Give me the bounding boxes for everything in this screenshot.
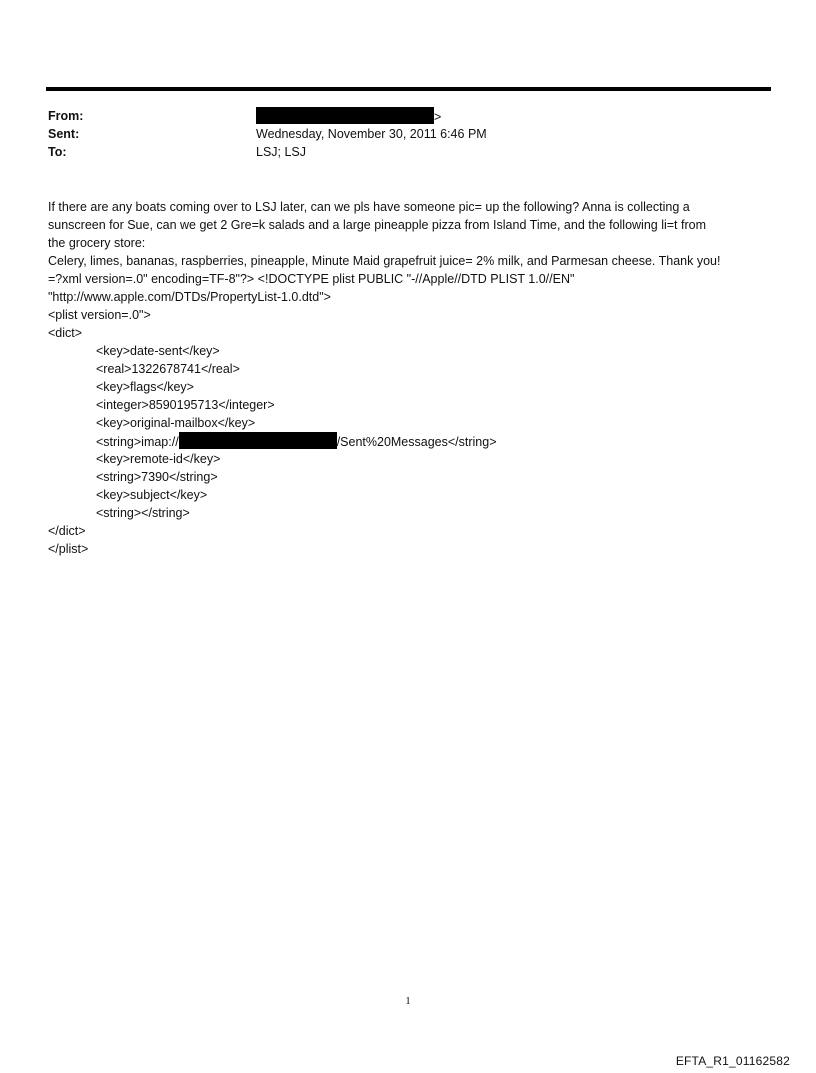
dict-line: <key>flags</key>	[96, 380, 194, 394]
from-value	[256, 107, 441, 126]
dict-line: <key>original-mailbox</key>	[96, 416, 256, 430]
body-line: If there are any boats coming over to LSJ later, can we pls have someone pic= up the following? Anna is collecting a	[48, 200, 690, 214]
imap-line	[48, 432, 776, 450]
body-line: =?xml version=.0" encoding=TF-8"?> <!DOCTYPE plist PUBLIC "-//Apple//DTD PLIST 1.0//EN"	[48, 272, 575, 286]
body-line: Celery, limes, bananas, raspberries, pineapple, Minute Maid grapefruit juice= 2% milk, and Parmesan cheese. Thank you!	[48, 254, 721, 268]
imap-prefix: <string>imap://	[96, 435, 179, 449]
redaction-bar	[256, 107, 434, 124]
body-line: "http://www.apple.com/DTDs/PropertyList-1.0.dtd">	[48, 290, 331, 304]
imap-suffix: /Sent%20Messages</string>	[336, 435, 497, 449]
dict-line: <string></string>	[96, 506, 190, 520]
dict-line: <string>7390</string>	[96, 470, 218, 484]
closing-line: </dict>	[48, 524, 86, 538]
dict-line: <key>date-sent</key>	[96, 344, 220, 358]
sent-value: Wednesday, November 30, 2011 6:46 PM	[256, 127, 487, 141]
sent-label: Sent:	[48, 127, 80, 141]
to-label: To:	[48, 145, 67, 159]
header-rule	[46, 87, 771, 91]
from-label: From:	[48, 109, 84, 123]
dict-line: <key>subject</key>	[96, 488, 208, 502]
page-number: 1	[405, 995, 411, 1007]
dict-line: <integer>8590195713</integer>	[96, 398, 275, 412]
dict-line: <real>1322678741</real>	[96, 362, 240, 376]
body-line: <plist version=.0">	[48, 308, 151, 322]
document-id: EFTA_R1_01162582	[675, 1054, 790, 1068]
closing-line: </plist>	[48, 542, 89, 556]
message-body	[48, 198, 776, 558]
body-line: sunscreen for Sue, can we get 2 Gre=k salads and a large pineapple pizza from Island Time, and the following li=t from	[48, 218, 707, 232]
redaction-bar	[179, 432, 337, 449]
dict-line: <key>remote-id</key>	[96, 452, 221, 466]
body-line: the grocery store:	[48, 236, 146, 250]
body-line: <dict>	[48, 326, 83, 340]
to-value: LSJ; LSJ	[256, 145, 307, 159]
from-value-suffix: >	[434, 110, 442, 124]
